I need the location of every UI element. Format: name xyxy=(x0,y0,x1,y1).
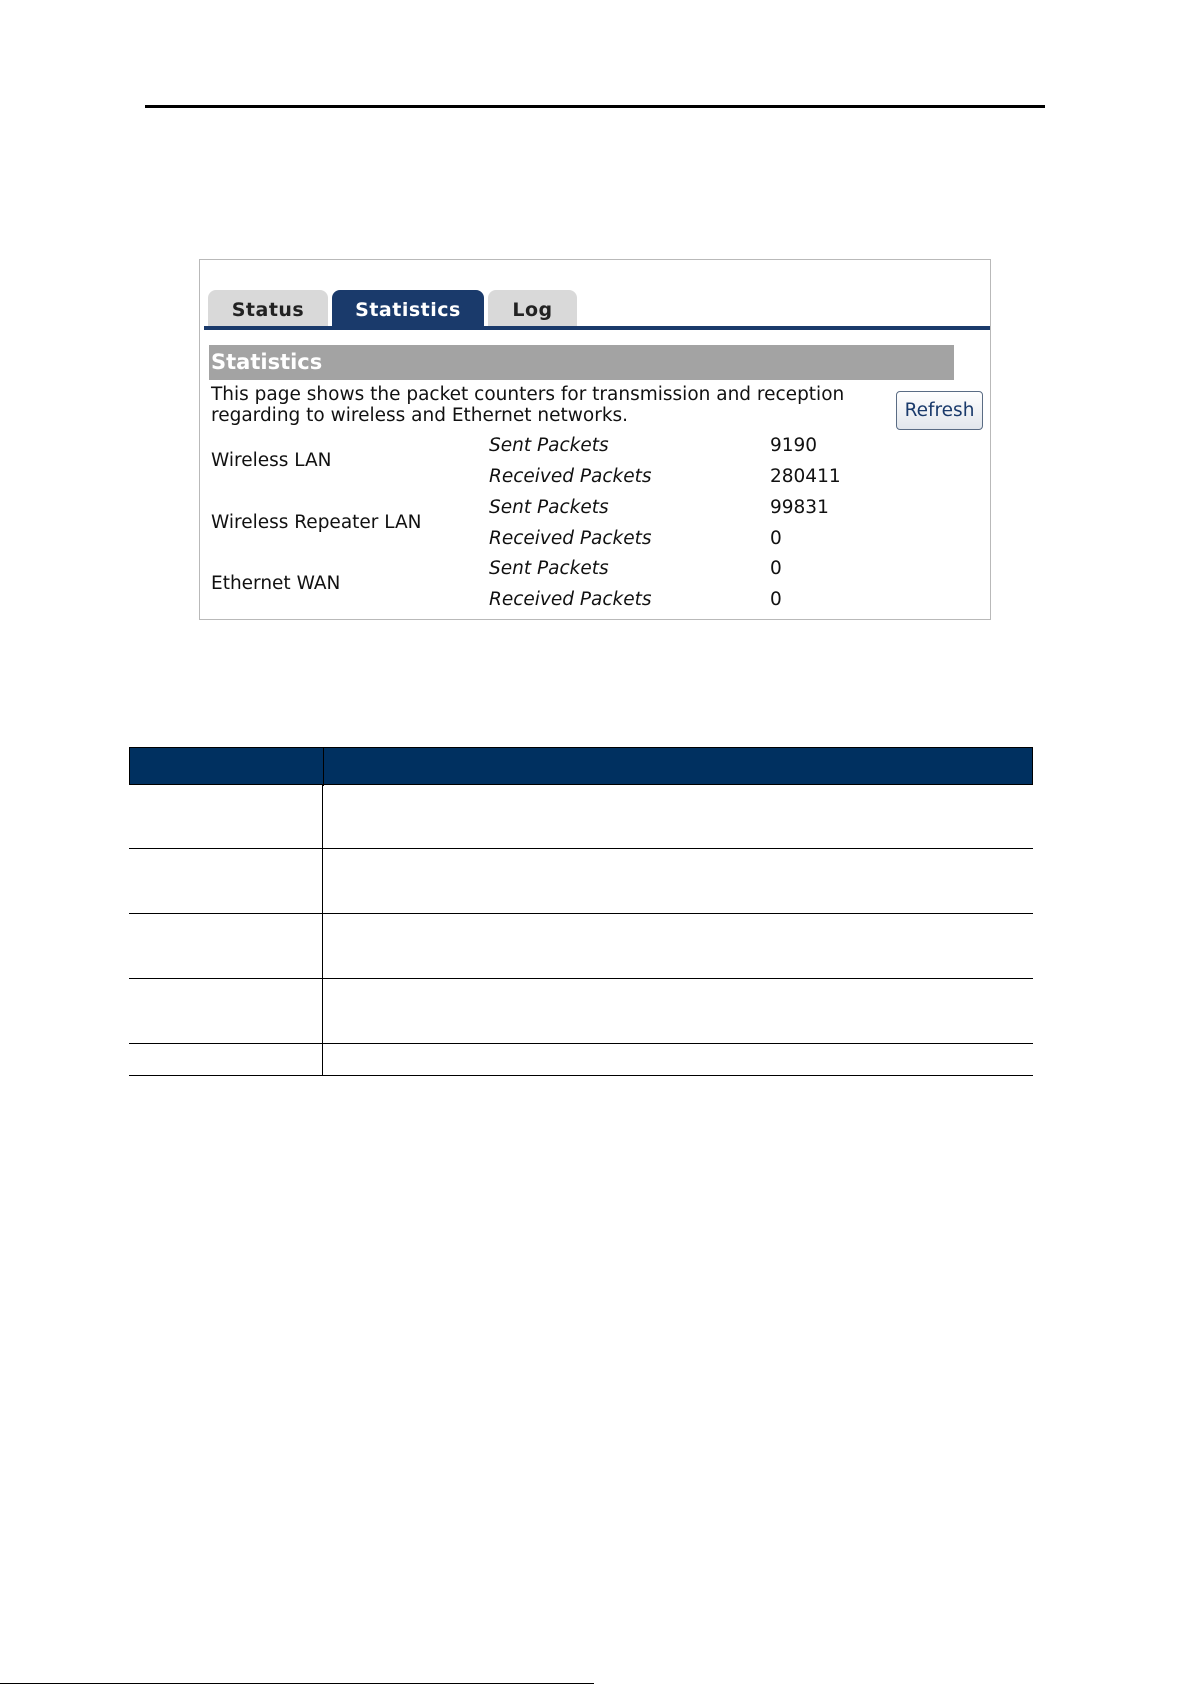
table-row-divider xyxy=(129,978,1033,979)
interface-label-wireless-lan: Wireless LAN xyxy=(211,450,332,471)
received-packets-value: 0 xyxy=(770,528,782,549)
table-bottom-rule xyxy=(129,1075,1033,1076)
interface-label-wireless-repeater-lan: Wireless Repeater LAN xyxy=(211,512,422,533)
received-packets-label: Received Packets xyxy=(489,528,652,549)
tab-status[interactable]: Status xyxy=(208,290,328,326)
interface-label-ethernet-wan: Ethernet WAN xyxy=(211,573,341,594)
sent-packets-value: 9190 xyxy=(770,435,818,456)
section-title: Statistics xyxy=(209,345,954,380)
sent-packets-label: Sent Packets xyxy=(489,497,609,518)
sent-packets-value: 99831 xyxy=(770,497,829,518)
page-description: This page shows the packet counters for transmission and reception regarding to wireless and Ethernet networks. xyxy=(211,384,845,426)
tab-underline xyxy=(204,326,990,330)
tab-statistics[interactable]: Statistics xyxy=(332,290,484,326)
table-header xyxy=(129,747,1033,785)
table-column-divider xyxy=(322,785,323,1075)
sent-packets-label: Sent Packets xyxy=(489,435,609,456)
refresh-button[interactable]: Refresh xyxy=(896,391,983,430)
received-packets-value: 0 xyxy=(770,589,782,610)
received-packets-value: 280411 xyxy=(770,466,841,487)
table-row-divider xyxy=(129,848,1033,849)
sent-packets-label: Sent Packets xyxy=(489,558,609,579)
tab-log[interactable]: Log xyxy=(488,290,577,326)
page-header-rule xyxy=(145,105,1045,108)
table-header-col-item xyxy=(130,748,324,786)
table-row-divider xyxy=(129,913,1033,914)
sent-packets-value: 0 xyxy=(770,558,782,579)
footnote-rule xyxy=(0,1683,594,1684)
received-packets-label: Received Packets xyxy=(489,589,652,610)
table-row-divider xyxy=(129,1043,1033,1044)
received-packets-label: Received Packets xyxy=(489,466,652,487)
statistics-screenshot-panel xyxy=(199,259,991,620)
